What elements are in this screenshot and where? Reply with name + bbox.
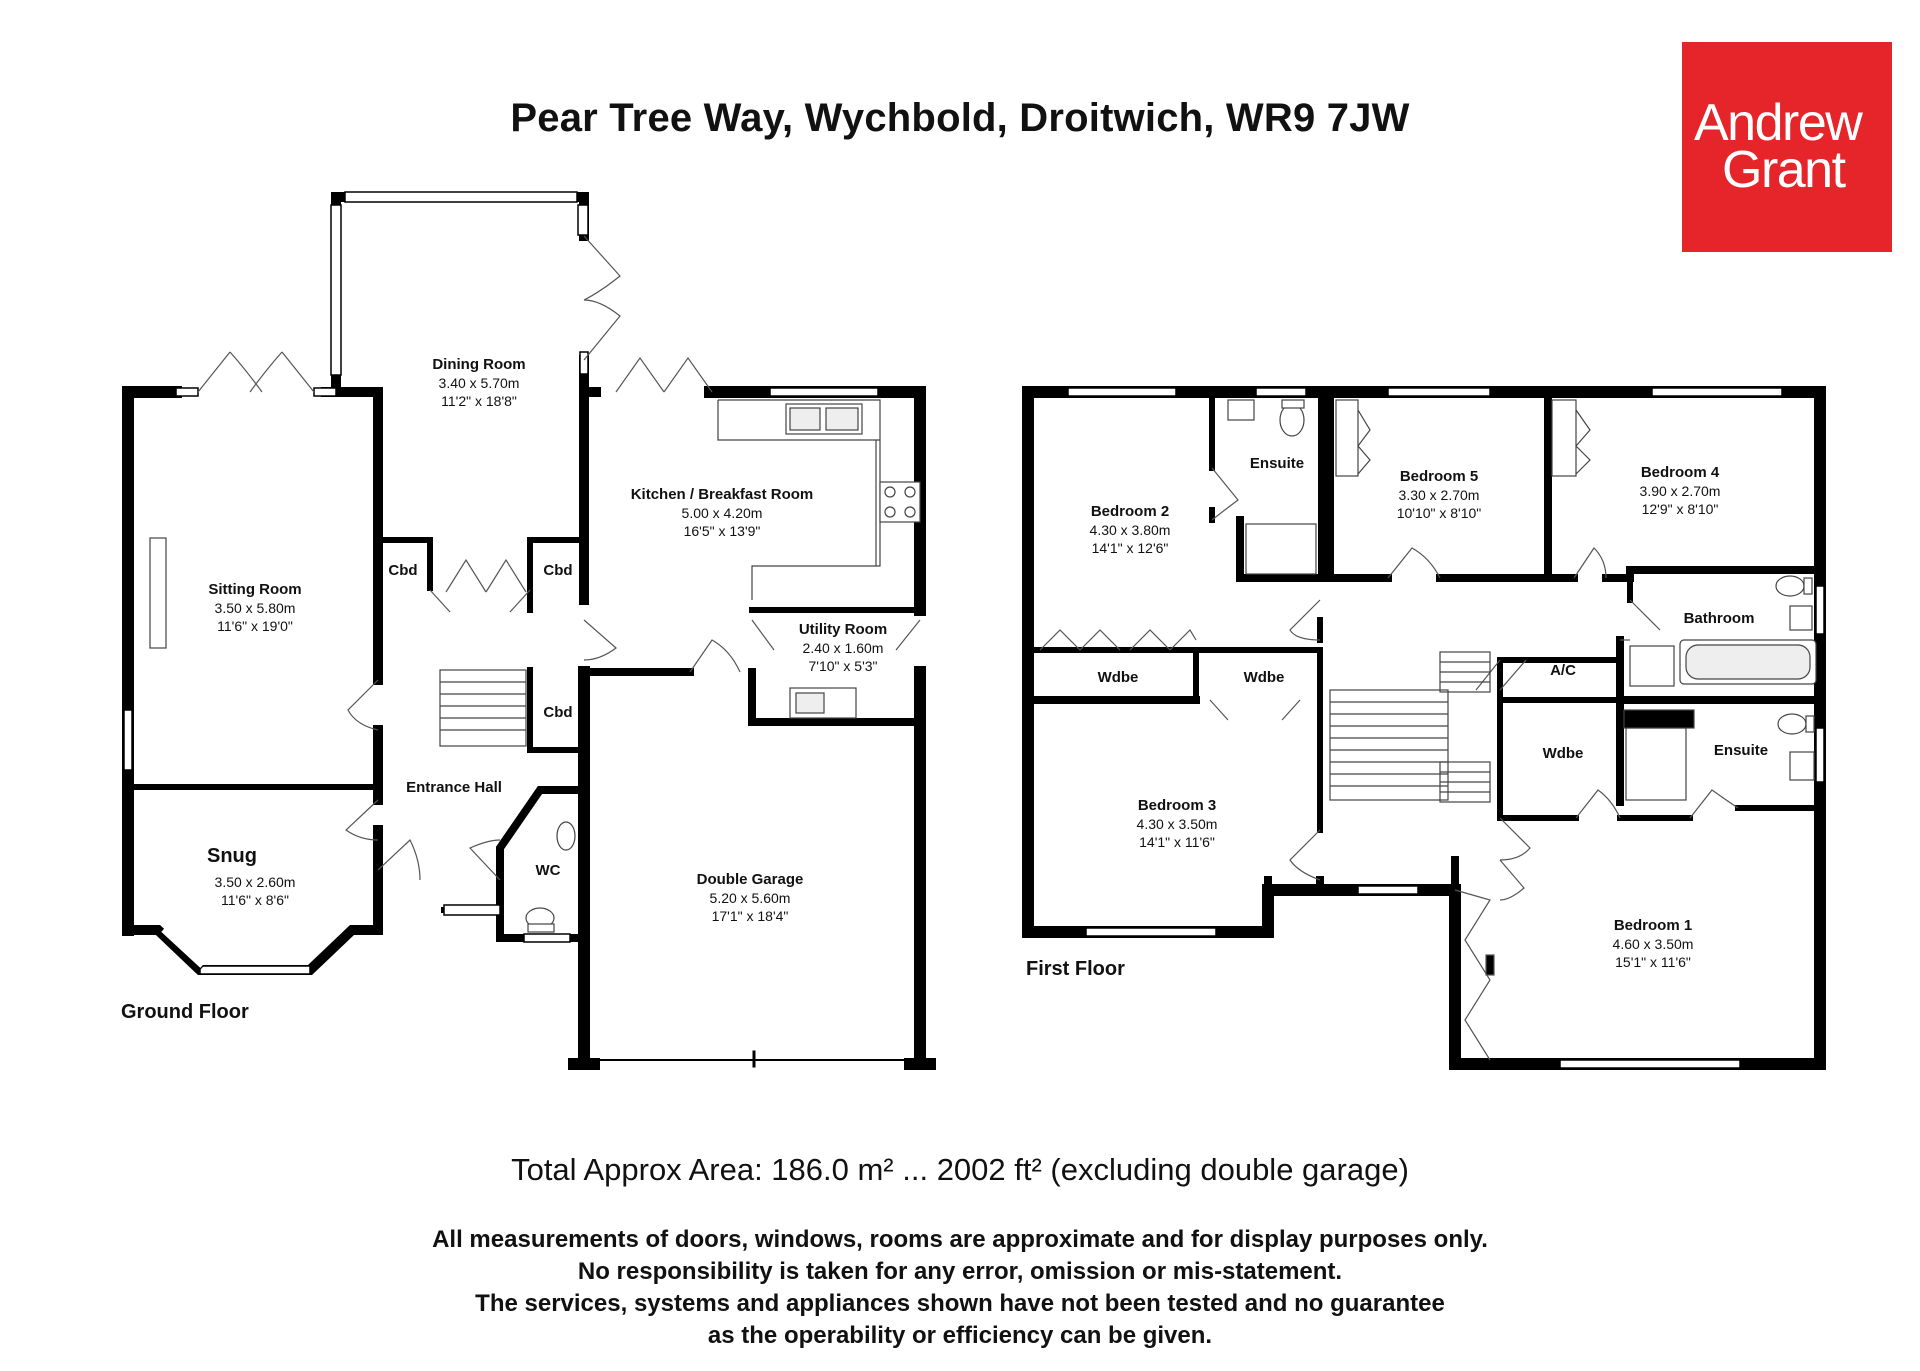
bedroom-2-imperial: 14'1" x 12'6" bbox=[1091, 540, 1169, 556]
snug-imperial: 11'6" x 8'6" bbox=[221, 892, 289, 908]
bathroom-label: Bathroom bbox=[1683, 610, 1755, 627]
kitchen-imperial: 16'5" x 13'9" bbox=[683, 523, 761, 539]
disclaimer-line-1: All measurements of doors, windows, rooms are approximate and for display purposes only. bbox=[432, 1226, 1488, 1253]
snug-name: Snug bbox=[207, 845, 257, 867]
dining-room-imperial: 11'2" x 18'8" bbox=[441, 393, 517, 409]
first-floor-label: First Floor bbox=[1026, 958, 1125, 980]
utility-room-imperial: 7'10" x 5'3" bbox=[808, 658, 878, 674]
bedroom-5-metric: 3.30 x 2.70m bbox=[1398, 487, 1480, 503]
dining-room-name: Dining Room bbox=[432, 356, 526, 373]
cupboard-2-label: Cbd bbox=[543, 562, 573, 579]
bedroom-3-metric: 4.30 x 3.50m bbox=[1136, 816, 1218, 832]
kitchen-metric: 5.00 x 4.20m bbox=[681, 505, 763, 521]
kitchen-name: Kitchen / Breakfast Room bbox=[630, 486, 814, 503]
garage-metric: 5.20 x 5.60m bbox=[709, 890, 791, 906]
bedroom-5-name: Bedroom 5 bbox=[1399, 468, 1479, 485]
bedroom-2-name: Bedroom 2 bbox=[1090, 503, 1170, 520]
bedroom-5-imperial: 10'10" x 8'10" bbox=[1396, 505, 1482, 521]
total-area: Total Approx Area: 186.0 m² ... 2002 ft² (excluding double garage) bbox=[511, 1152, 1409, 1187]
ground-floor-labels bbox=[121, 356, 887, 1023]
bedroom-3-imperial: 14'1" x 11'6" bbox=[1139, 834, 1215, 850]
bedroom-2-metric: 4.30 x 3.80m bbox=[1089, 522, 1171, 538]
disclaimer bbox=[0, 1224, 1920, 1352]
bedroom-1-metric: 4.60 x 3.50m bbox=[1612, 936, 1694, 952]
page-title: Pear Tree Way, Wychbold, Droitwich, WR9 7JW bbox=[510, 96, 1410, 140]
utility-room-name: Utility Room bbox=[798, 621, 888, 638]
entrance-hall-name: Entrance Hall bbox=[406, 779, 502, 796]
sitting-room-metric: 3.50 x 5.80m bbox=[214, 600, 296, 616]
snug-metric: 3.50 x 2.60m bbox=[214, 874, 296, 890]
sitting-room-imperial: 11'6" x 19'0" bbox=[217, 618, 293, 634]
logo-line-2: Grant bbox=[1722, 141, 1845, 199]
bedroom-1-name: Bedroom 1 bbox=[1613, 917, 1693, 934]
bedroom-3-name: Bedroom 3 bbox=[1137, 797, 1217, 814]
ac-label: A/C bbox=[1550, 662, 1576, 679]
ensuite-2-label: Ensuite bbox=[1713, 742, 1769, 759]
ground-floor-fixtures bbox=[150, 400, 920, 932]
bedroom-4-imperial: 12'9" x 8'10" bbox=[1641, 501, 1719, 517]
wc-name: WC bbox=[535, 862, 561, 879]
cupboard-3-label: Cbd bbox=[543, 704, 573, 721]
bedroom-1-imperial: 15'1" x 11'6" bbox=[1615, 954, 1691, 970]
wardrobe-3-label: Wdbe bbox=[1542, 745, 1584, 762]
garage-name: Double Garage bbox=[696, 871, 804, 888]
sitting-room-name: Sitting Room bbox=[208, 581, 302, 598]
dining-room-metric: 3.40 x 5.70m bbox=[438, 375, 520, 391]
disclaimer-line-4: as the operability or efficiency can be given. bbox=[707, 1322, 1213, 1349]
bedroom-4-name: Bedroom 4 bbox=[1640, 464, 1720, 481]
bedroom-4-metric: 3.90 x 2.70m bbox=[1639, 483, 1721, 499]
wardrobe-2-label: Wdbe bbox=[1243, 669, 1285, 686]
wardrobe-1-label: Wdbe bbox=[1097, 669, 1139, 686]
utility-room-metric: 2.40 x 1.60m bbox=[802, 640, 884, 656]
logo-line-1: Andrew bbox=[1694, 94, 1862, 152]
disclaimer-line-2: No responsibility is taken for any error, omission or mis-statement. bbox=[577, 1258, 1343, 1285]
ground-floor-label: Ground Floor bbox=[121, 1001, 249, 1023]
cupboard-1-label: Cbd bbox=[388, 562, 418, 579]
disclaimer-line-3: The services, systems and appliances shown have not been tested and no guarantee bbox=[475, 1290, 1445, 1317]
ensuite-1-label: Ensuite bbox=[1249, 455, 1305, 472]
ground-floor-doors bbox=[198, 236, 920, 880]
garage-imperial: 17'1" x 18'4" bbox=[711, 908, 789, 924]
